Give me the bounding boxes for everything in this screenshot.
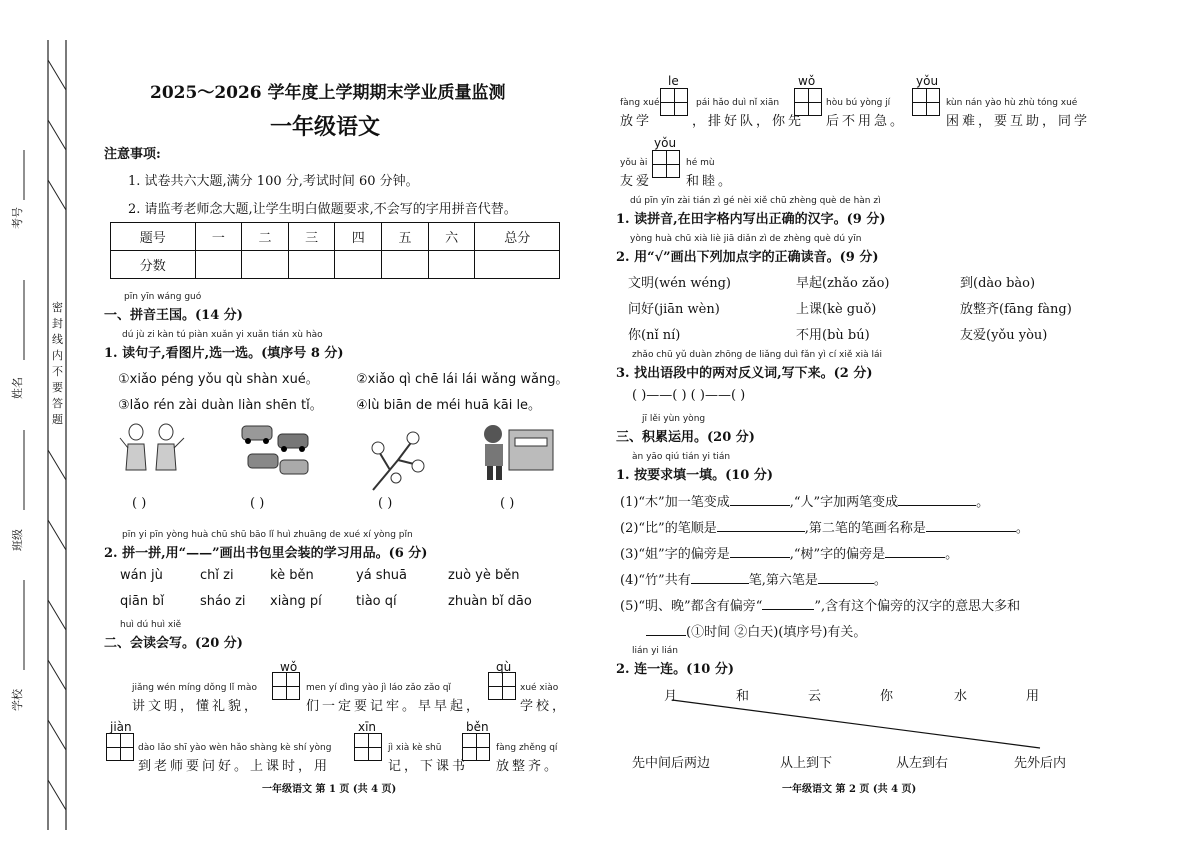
q2-item[interactable]: qiān bǐ bbox=[120, 594, 165, 609]
q2-item[interactable]: zuò yè běn bbox=[448, 568, 520, 583]
reading-item[interactable]: 友爱(yǒu yòu) bbox=[960, 328, 1048, 343]
q2-item[interactable]: zhuàn bǐ dāo bbox=[448, 594, 532, 609]
q2-item[interactable]: yá shuā bbox=[356, 568, 408, 583]
reading-item[interactable]: 不用(bù bú) bbox=[796, 328, 870, 343]
reading-item[interactable]: 问好(jiān wèn) bbox=[628, 302, 720, 317]
answer-blank[interactable] bbox=[691, 571, 749, 584]
line-text: 学校， bbox=[520, 699, 569, 714]
box-pinyin: wǒ bbox=[798, 74, 816, 88]
line-pinyin: yǒu ài bbox=[620, 158, 648, 168]
answer-blank[interactable] bbox=[730, 493, 790, 506]
connect-char[interactable]: 和 bbox=[736, 689, 750, 704]
line-pinyin: xué xiào bbox=[520, 683, 559, 693]
seal-notice: 密封线内不要答题 bbox=[52, 301, 63, 426]
a2-pinyin: lián yi lián bbox=[632, 646, 678, 656]
line-text: 和睦。 bbox=[686, 174, 735, 189]
q2-title: 2. 拼一拼,用“——”画出书包里会装的学习用品。(6 分) bbox=[104, 546, 428, 561]
section2-title: 二、会读会写。(20 分) bbox=[104, 636, 243, 651]
answer-blank[interactable] bbox=[885, 545, 945, 558]
score-header: 总分 bbox=[475, 223, 560, 251]
score-header: 四 bbox=[335, 223, 382, 251]
q1-title: 1. 读句子,看图片,选一选。(填序号 8 分) bbox=[104, 346, 344, 361]
box-pinyin: wǒ bbox=[280, 660, 298, 674]
score-table bbox=[110, 222, 560, 279]
exam-title: 2025～2026 学年度上学期期末学业质量监测 bbox=[150, 83, 506, 103]
box-pinyin: jiàn bbox=[110, 720, 132, 734]
school-label: 学校 bbox=[11, 689, 24, 711]
picture-elderly-exercise bbox=[118, 420, 188, 480]
tianzige-box[interactable] bbox=[912, 88, 940, 116]
q2-item[interactable]: sháo zi bbox=[200, 594, 246, 609]
page1-footer: 一年级语文 第 1 页 (共 4 页) bbox=[262, 784, 397, 795]
connect-char[interactable]: 月 bbox=[664, 689, 678, 704]
q1-answer-4[interactable]: ( ) bbox=[500, 496, 515, 511]
stroke-rule[interactable]: 从左到右 bbox=[896, 756, 949, 771]
notice-title: 注意事项: bbox=[104, 147, 161, 162]
tianzige-box[interactable] bbox=[354, 733, 382, 761]
line-text: ，排好队，你先 bbox=[692, 114, 805, 129]
line-pinyin: hé mù bbox=[686, 158, 715, 168]
line-pinyin: jì xià kè shū bbox=[388, 743, 442, 753]
connecting-line bbox=[600, 690, 1080, 760]
q2-pinyin: pīn yi pīn yòng huà chū shū bāo lǐ huì zhuāng de xué xí yòng pǐn bbox=[122, 530, 413, 540]
page2-footer: 一年级语文 第 2 页 (共 4 页) bbox=[782, 784, 917, 795]
picture-plum-blossom bbox=[368, 420, 428, 495]
q1-option-2: ②xiǎo qì chē lái lái wǎng wǎng。 bbox=[356, 372, 569, 387]
binding-line-art bbox=[0, 0, 80, 849]
score-cell[interactable] bbox=[288, 251, 335, 279]
line-pinyin: jiǎng wén míng dǒng lǐ mào bbox=[132, 683, 257, 693]
score-cell[interactable] bbox=[242, 251, 289, 279]
q2-item[interactable]: kè běn bbox=[270, 568, 314, 583]
notice-1: 1. 试卷共六大题,满分 100 分,考试时间 60 分钟。 bbox=[128, 174, 419, 189]
q1-option-4: ④lù biān de méi huā kāi le。 bbox=[356, 398, 542, 413]
connect-char[interactable]: 水 bbox=[954, 689, 968, 704]
fill-line-6: (①时间 ②白天)(填序号)有关。 bbox=[646, 621, 866, 640]
line-pinyin: fàng xué bbox=[620, 98, 660, 108]
reading-item[interactable]: 到(dào bào) bbox=[960, 276, 1036, 291]
class-label: 班级 bbox=[11, 529, 24, 551]
score-cell[interactable] bbox=[335, 251, 382, 279]
line-pinyin: hòu bú yòng jí bbox=[826, 98, 891, 108]
section2-pinyin: huì dú huì xiě bbox=[120, 620, 182, 630]
p2-q1-title: 1. 读拼音,在田字格内写出正确的汉字。(9 分) bbox=[616, 212, 886, 227]
a1-title: 1. 按要求填一填。(10 分) bbox=[616, 468, 774, 483]
box-pinyin: yǒu bbox=[916, 74, 939, 88]
line-text: 放学 bbox=[620, 114, 653, 129]
stroke-rule[interactable]: 先中间后两边 bbox=[632, 756, 711, 771]
q2-pinyin: yòng huà chū xià liè jiā diǎn zì de zhèng què dú yīn bbox=[630, 234, 862, 244]
tianzige-box[interactable] bbox=[488, 672, 516, 700]
q1-pinyin: dú pīn yīn zài tián zì gé nèi xiě chū zhèng què de hàn zì bbox=[630, 196, 881, 206]
section3-title: 三、积累运用。(20 分) bbox=[616, 430, 755, 445]
answer-blank[interactable] bbox=[818, 571, 874, 584]
tianzige-box[interactable] bbox=[272, 672, 300, 700]
q1-option-3: ③lǎo rén zài duàn liàn shēn tǐ。 bbox=[118, 398, 323, 413]
line-text: 困难，要互助，同学 bbox=[946, 114, 1091, 129]
reading-item[interactable]: 文明(wén wéng) bbox=[628, 276, 731, 291]
box-pinyin: běn bbox=[466, 720, 489, 734]
notice-2: 2. 请监考老师念大题,让学生明白做题要求,不会写的字用拼音代替。 bbox=[128, 202, 517, 217]
tianzige-box[interactable] bbox=[652, 150, 680, 178]
score-header: 题号 bbox=[111, 223, 196, 251]
reading-item[interactable]: 早起(zhǎo zǎo) bbox=[796, 276, 890, 291]
line-text: 放整齐。 bbox=[496, 759, 561, 774]
score-cell[interactable] bbox=[475, 251, 560, 279]
line-pinyin: dào lǎo shī yào wèn hǎo shàng kè shí yòng bbox=[138, 743, 332, 753]
section1-pinyin: pīn yīn wáng guó bbox=[124, 292, 202, 302]
connect-char[interactable]: 用 bbox=[1026, 689, 1040, 704]
q1-option-1: ①xiǎo péng yǒu qù shàn xué。 bbox=[118, 372, 319, 387]
line-text: 讲文明，懂礼貌， bbox=[132, 699, 261, 714]
q3-pinyin: zhǎo chū yǔ duàn zhōng de liǎng duì fǎn yì cí xiě xià lái bbox=[632, 350, 883, 360]
line-text: 记，下课书 bbox=[388, 759, 469, 774]
answer-blank[interactable] bbox=[898, 493, 976, 506]
q2-item[interactable]: xiàng pí bbox=[270, 594, 322, 609]
score-header: 六 bbox=[428, 223, 475, 251]
p2-q2-title: 2. 用“√”画出下列加点字的正确读音。(9 分) bbox=[616, 250, 879, 265]
reading-item[interactable]: 放整齐(fāng fàng) bbox=[960, 302, 1072, 317]
line-pinyin: kùn nán yào hù zhù tóng xué bbox=[946, 98, 1078, 108]
box-pinyin: qù bbox=[496, 660, 512, 674]
answer-blank[interactable] bbox=[762, 597, 814, 610]
q1-answer-2[interactable]: ( ) bbox=[250, 496, 265, 511]
q1-answer-3[interactable]: ( ) bbox=[378, 496, 393, 511]
line-text: 后不用急。 bbox=[826, 114, 907, 129]
q2-item[interactable]: chǐ zi bbox=[200, 568, 234, 583]
a2-title: 2. 连一连。(10 分) bbox=[616, 662, 735, 677]
fill-line-2: (2)“比”的笔顺是 ,第二笔的笔画名称是 。 bbox=[620, 521, 1029, 536]
line-pinyin: fàng zhěng qí bbox=[496, 743, 558, 753]
score-cell[interactable] bbox=[428, 251, 475, 279]
score-header: 三 bbox=[288, 223, 335, 251]
box-pinyin: le bbox=[668, 74, 679, 88]
p2-q3-title: 3. 找出语段中的两对反义词,写下来。(2 分) bbox=[616, 366, 873, 381]
reading-item[interactable]: 上课(kè guǒ) bbox=[796, 302, 877, 317]
box-pinyin: yǒu bbox=[654, 136, 677, 150]
score-cell[interactable] bbox=[195, 251, 242, 279]
line-pinyin: men yí dìng yào jì láo zǎo zǎo qǐ bbox=[306, 683, 451, 693]
line-text: 友爱 bbox=[620, 174, 653, 189]
score-row-label: 分数 bbox=[111, 251, 196, 279]
reading-item[interactable]: 你(nǐ ní) bbox=[628, 328, 681, 343]
score-header: 五 bbox=[382, 223, 429, 251]
a1-pinyin: àn yāo qiú tián yi tián bbox=[632, 452, 731, 462]
connect-char[interactable]: 你 bbox=[880, 689, 894, 704]
q1-answer-1[interactable]: ( ) bbox=[132, 496, 147, 511]
score-row bbox=[111, 251, 560, 279]
stroke-rule[interactable]: 从上到下 bbox=[780, 756, 833, 771]
q2-item[interactable]: wán jù bbox=[120, 568, 163, 583]
connect-char[interactable]: 云 bbox=[808, 689, 822, 704]
answer-blank[interactable] bbox=[926, 519, 1016, 532]
line-pinyin: pái hǎo duì nǐ xiān bbox=[696, 98, 780, 108]
section1-title: 一、拼音王国。(14 分) bbox=[104, 308, 243, 323]
line-text: 们一定要记牢。早早起， bbox=[306, 699, 483, 714]
fill-line-3: (3)“姐”字的偏旁是 ,“树”字的偏旁是 。 bbox=[620, 547, 959, 562]
section3-pinyin: jī lěi yùn yòng bbox=[642, 414, 706, 424]
score-cell[interactable] bbox=[382, 251, 429, 279]
q1-pinyin: dú jù zi kàn tú piàn xuǎn yi xuǎn tián xù hào bbox=[122, 330, 323, 340]
exam-subject: 一年级语文 bbox=[270, 114, 381, 140]
tianzige-box[interactable] bbox=[106, 733, 134, 761]
fill-line-5: (5)“明、晚”都含有偏旁“ ”,含有这个偏旁的汉字的意思大多和 bbox=[620, 599, 1021, 614]
score-header: 一 bbox=[195, 223, 242, 251]
name-label: 姓名 bbox=[11, 377, 24, 399]
answer-blank[interactable] bbox=[730, 545, 790, 558]
fill-line-1: (1)“木”加一笔变成 ,“人”字加两笔变成 。 bbox=[620, 495, 990, 510]
score-header: 二 bbox=[242, 223, 289, 251]
answer-blank[interactable] bbox=[646, 623, 686, 636]
q2-item[interactable]: tiào qí bbox=[356, 594, 397, 609]
box-pinyin: xīn bbox=[358, 720, 377, 734]
tianzige-box[interactable] bbox=[660, 88, 688, 116]
picture-cars bbox=[238, 420, 313, 480]
fill-line-4: (4)“竹”共有 笔,第六笔是 。 bbox=[620, 573, 887, 588]
stroke-rule[interactable]: 先外后内 bbox=[1014, 756, 1067, 771]
antonym-pairs[interactable]: ( )——( ) ( )——( ) bbox=[632, 388, 746, 403]
exam-number-label: 考号 bbox=[11, 207, 24, 229]
score-header-row bbox=[111, 223, 560, 251]
line-text: 到老师要问好。上课时，用 bbox=[138, 759, 331, 774]
answer-blank[interactable] bbox=[717, 519, 805, 532]
picture-child-school bbox=[475, 422, 555, 482]
